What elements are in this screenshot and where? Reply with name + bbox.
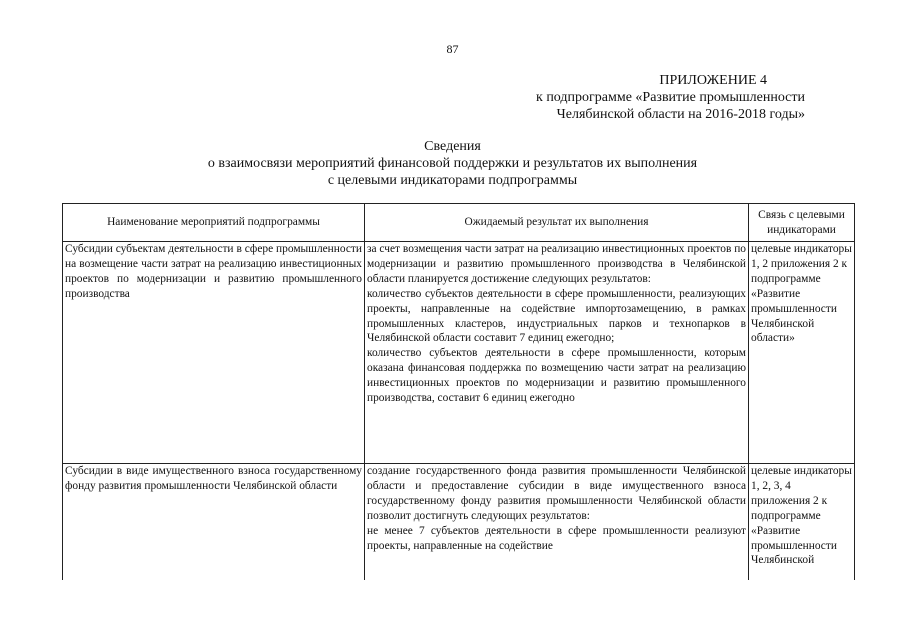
result-intro: за счет возмещения части затрат на реализацию инвестиционных проектов по модернизации и развитию промышленного производства в Челябинской области планируется достижение следующих результатов: [367, 243, 746, 285]
caption-line-3: с целевыми индикаторами подпрограммы [327, 173, 578, 188]
appendix-line-1: к подпрограмме «Развитие промышленности [536, 90, 805, 105]
measure-cell: Субсидии в виде имущественного взноса государственному фонду развития промышленности Челябинской области [63, 464, 365, 583]
header-measures: Наименование мероприятий подпрограммы [63, 204, 365, 242]
relations-table [62, 203, 855, 583]
result-intro: создание государственного фонда развития промышленности Челябинской области и предоставление субсидии в виде имущественного взноса государственному фонду развития промышленности Челябинской области позволит достигнуть следующих результатов: [367, 465, 746, 522]
result-item: количество субъектов деятельности в сфере промышленности, которым оказана финансовая поддержка по возмещению части затрат на реализацию инвестиционных проектов по модернизации и развитию промышленного производства, составит 6 единиц ежегодно [367, 347, 746, 405]
result-item: количество субъектов деятельности в сфере промышленности, реализующих проекты, направленные на содействие импортозамещению, в рамках промышленных кластеров, индустриальных парков и технопарков в Челябинской области составит 7 единиц ежегодно; [367, 287, 746, 345]
result-cell [365, 242, 749, 464]
link-cell: целевые индикаторы 1, 2, 3, 4 приложения 2 к подпрограмме «Развитие промышленности Челябинской [749, 464, 855, 583]
measure-cell: Субсидии субъектам деятельности в сфере промышленности на возмещение части затрат на реализацию инвестиционных проектов по модернизации и развитию промышленного производства [63, 242, 365, 464]
caption-title: Сведения [424, 139, 481, 154]
appendix-title: ПРИЛОЖЕНИЕ 4 [659, 73, 767, 88]
table-row [63, 464, 855, 583]
appendix-line-2: Челябинской области на 2016-2018 годы» [556, 107, 805, 122]
table-header-row [63, 204, 855, 242]
page-number: 87 [446, 42, 459, 56]
header-result: Ожидаемый результат их выполнения [365, 204, 749, 242]
appendix-block [515, 72, 805, 123]
result-item: не менее 7 субъектов деятельности в сфере промышленности реализуют проекты, направленные на содействие [367, 524, 746, 552]
caption-line-2: о взаимосвязи мероприятий финансовой поддержки и результатов их выполнения [207, 156, 698, 171]
result-cell [365, 464, 749, 583]
header-link: Связь с целевыми индикаторами [749, 204, 855, 242]
table-row [63, 242, 855, 464]
link-cell: целевые индикаторы 1, 2 приложения 2 к подпрограмме «Развитие промышленности Челябинской области» [749, 242, 855, 464]
page-bottom-margin [0, 580, 905, 640]
